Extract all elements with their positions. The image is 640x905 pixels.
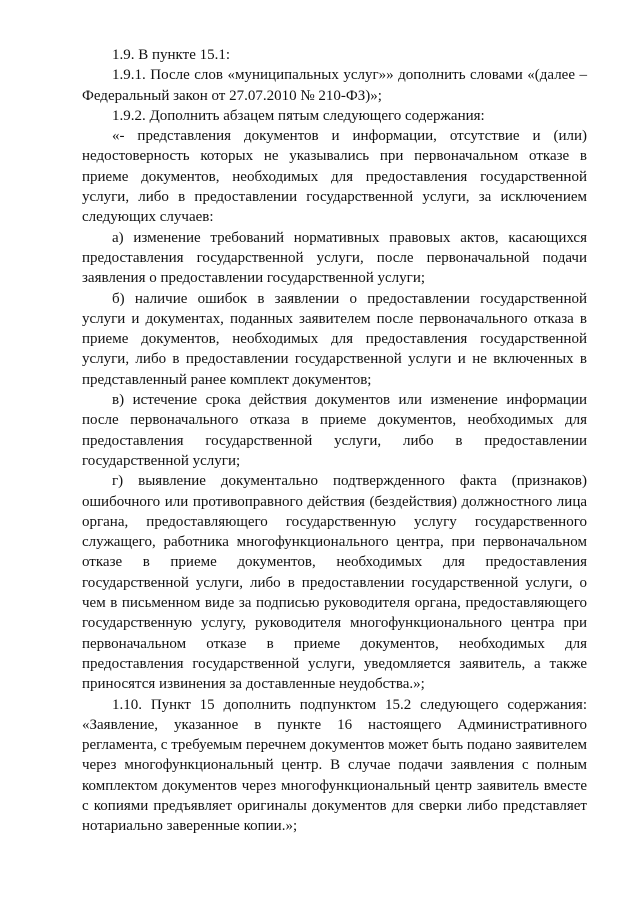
paragraph-quote-intro: «- представления документов и информации, отсутствие и (или) недостоверность которых не указывались при первоначальном отказе в приеме документов, необходимых для предоставления государственной услуги, либо в предоставлении государственной услуги, за исключением следующих случаев:: [82, 128, 587, 226]
paragraph-item-g: г) выявление документально подтвержденного факта (признаков) ошибочного или противоправного действия (бездействия) должностного лица органа, предоставляющего государственную услугу государственного служащего, работника многофункционального центра, при первоначальном отказе в приеме документов, необходимых для предоставления государственной услуги, либо в предоставлении государственной услуги, о чем в письменном виде за подписью руководителя органа, предоставляющего государственную услугу, руководителя многофункционального центра при первоначальном отказе в приеме документов, необходимых для предоставления государственной услуги, уведомляется заявитель, а также приносятся извинения за доставленные неудобства.»;: [82, 473, 587, 693]
paragraph-1-10: 1.10. Пункт 15 дополнить подпунктом 15.2 следующего содержания: «Заявление, указанное в пункте 16 настоящего Административного регламента, с требуемым перечнем документов может быть подано заявителем через многофункциональный центр. В случае подачи заявления с полным комплектом документов через многофункциональный центр заявитель вместе с копиями предъявляет оригиналы документов для сверки либо представляет нотариально заверенные копии.»;: [82, 696, 587, 835]
paragraph-item-b: б) наличие ошибок в заявлении о предоставлении государственной услуги и документах, поданных заявителем после первоначального отказа в приеме документов, необходимых для предоставления государственной услуги, либо в предоставлении государственной услуги и не включенных в представленный ранее комплект документов;: [82, 290, 587, 388]
paragraph-1-9-2: 1.9.2. Дополнить абзацем пятым следующего содержания:: [112, 107, 485, 124]
paragraph-1-9-1: 1.9.1. После слов «муниципальных услуг»» дополнить словами «(далее – Федеральный закон от 27.07.2010 № 210-ФЗ)»;: [82, 67, 587, 104]
paragraph-item-v: в) истечение срока действия документов или изменение информации после первоначального отказа в приеме документов, необходимых для предоставления государственной услуги, либо в предоставлении государственной услуги;: [82, 392, 587, 469]
document-body: [82, 45, 587, 837]
paragraph-item-a: а) изменение требований нормативных правовых актов, касающихся предоставления государственной услуги, после первоначальной подачи заявления о предоставлении государственной услуги;: [82, 229, 587, 287]
paragraph-1-9: 1.9. В пункте 15.1:: [112, 47, 231, 63]
